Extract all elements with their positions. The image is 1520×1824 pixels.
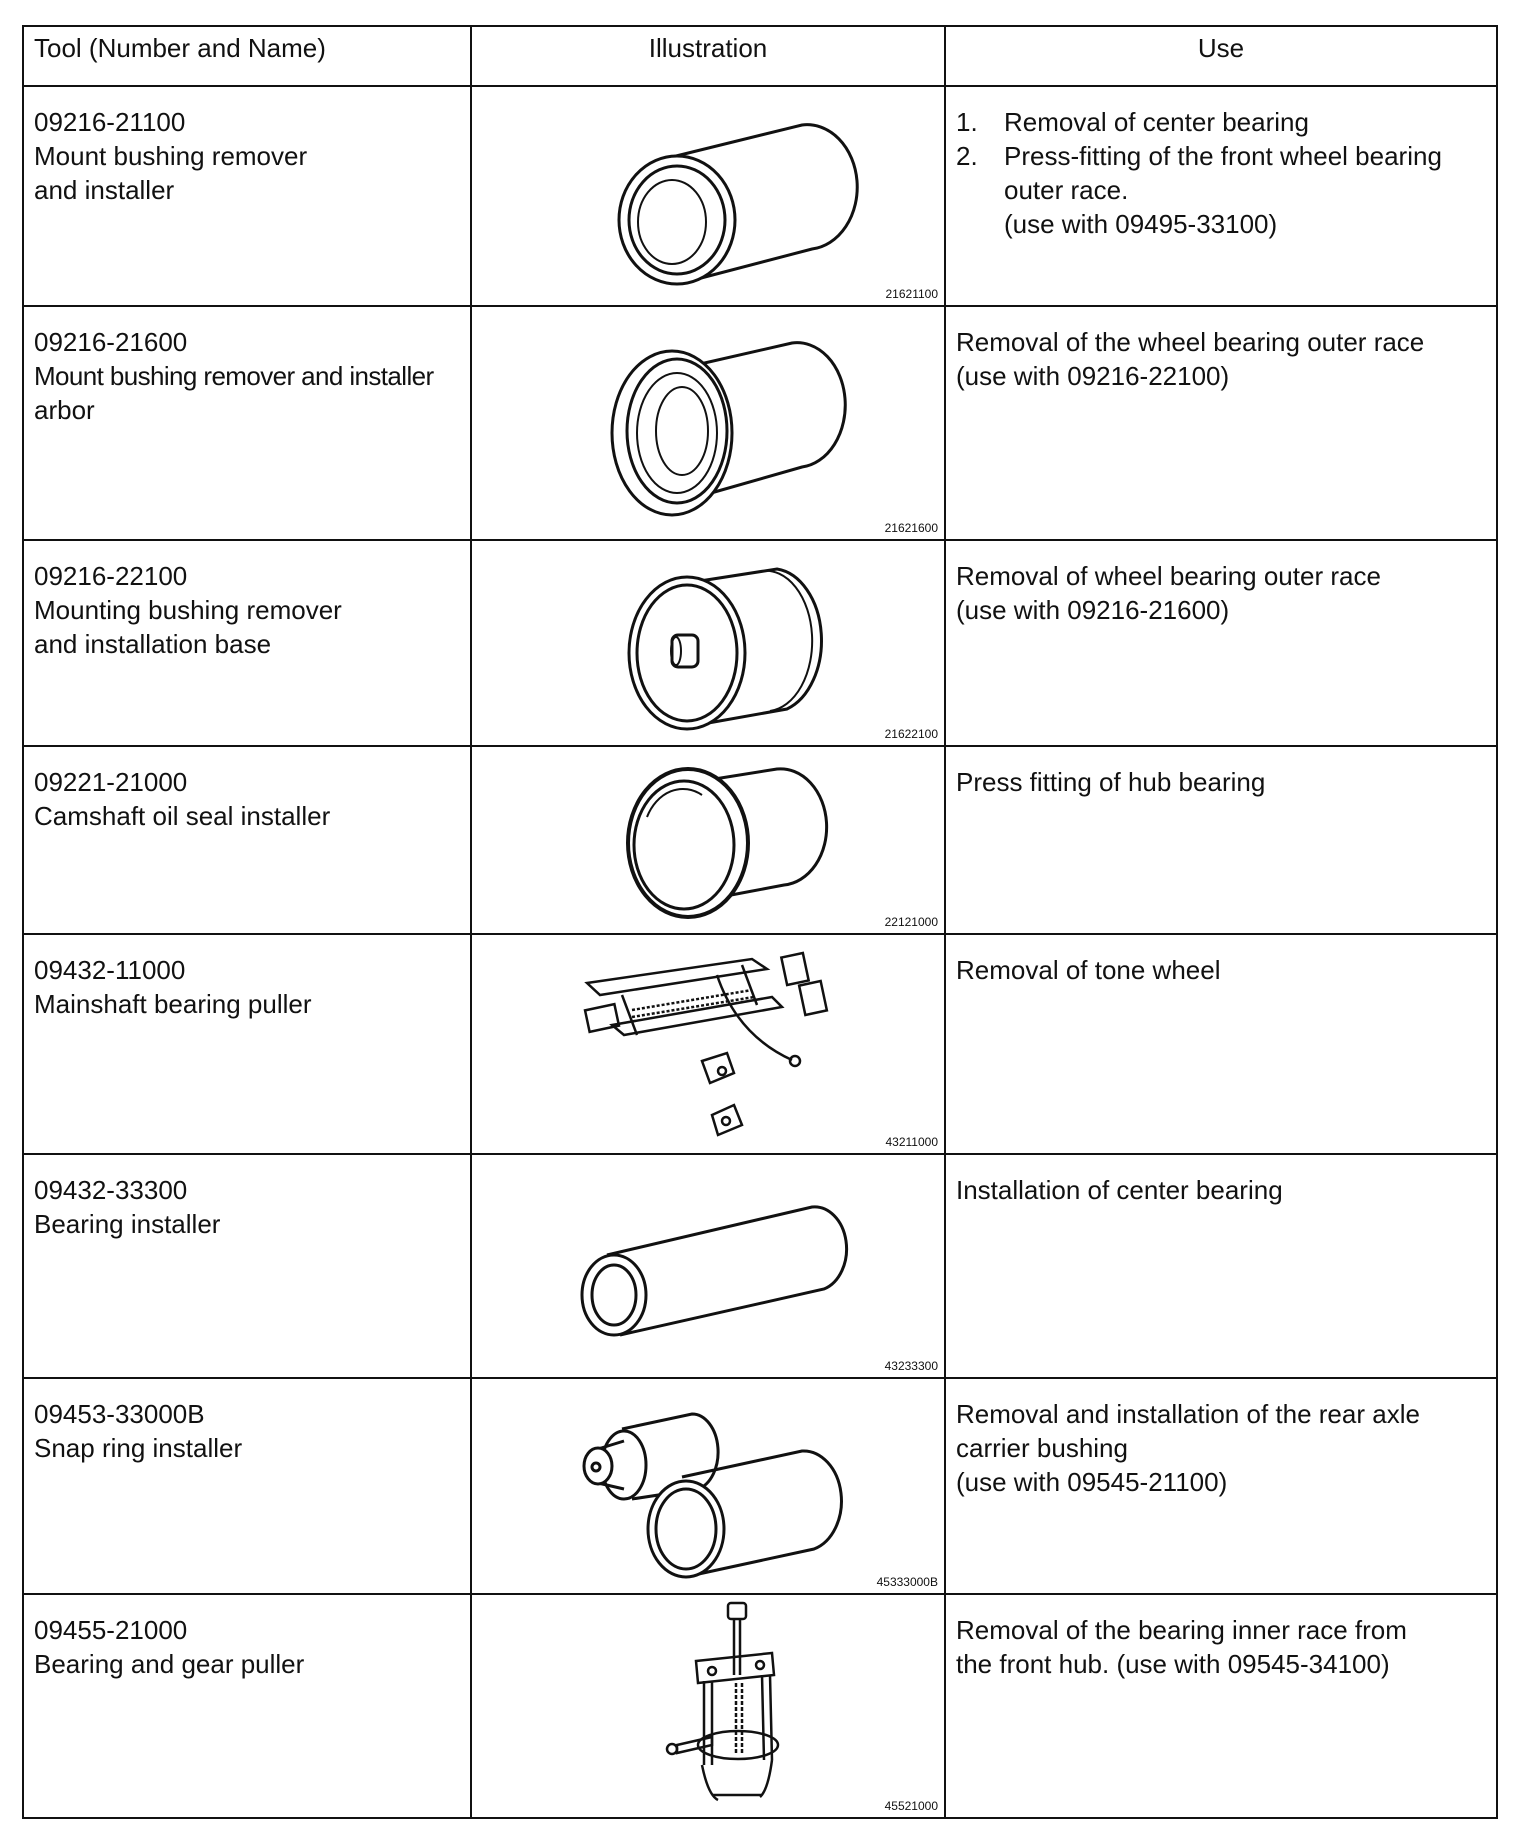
use-line: Removal of the bearing inner race from [956, 1615, 1407, 1645]
header-row [23, 26, 1497, 86]
list-item [956, 105, 1486, 139]
tool-number: 09455-21000 [34, 1615, 188, 1645]
tool-name-line: Mount bushing remover [34, 141, 308, 171]
tool-cell [23, 86, 471, 306]
table-row [23, 540, 1497, 746]
use-note: (use with 09495-33100) [1004, 209, 1278, 239]
use-cell [945, 1594, 1497, 1818]
special-tools-table [22, 25, 1498, 1819]
illustration-cell [471, 1378, 945, 1594]
figure-code: 21621600 [884, 521, 938, 535]
tool-cell [23, 540, 471, 746]
table-row [23, 1378, 1497, 1594]
tool-number: 09216-21100 [34, 107, 186, 137]
use-line: Removal of tone wheel [956, 955, 1221, 985]
use-line: Removal and installation of the rear axle [956, 1399, 1420, 1429]
tool-number: 09221-21000 [34, 767, 188, 797]
use-cell [945, 86, 1497, 306]
tool-name-line: Bearing installer [34, 1209, 221, 1239]
tool-number: 09216-21600 [34, 327, 188, 357]
table-row [23, 934, 1497, 1154]
illustration-cell [471, 934, 945, 1154]
tool-cell [23, 746, 471, 934]
illustration-cell [471, 86, 945, 306]
tool-name-line: Mounting bushing remover [34, 595, 342, 625]
tool-name-line: Snap ring installer [34, 1433, 243, 1463]
bearing-puller-icon [472, 935, 946, 1153]
use-text: Removal of center bearing [1004, 107, 1309, 137]
figure-code: 21621100 [885, 287, 938, 301]
use-line: Press fitting of hub bearing [956, 767, 1266, 797]
long-tube-icon [472, 1155, 946, 1377]
use-line: carrier bushing [956, 1433, 1128, 1463]
tool-name-line: Mainshaft bearing puller [34, 989, 312, 1019]
use-line: Installation of center bearing [956, 1175, 1283, 1205]
flanged-sleeve-icon [472, 307, 946, 539]
tool-name-line: arbor [34, 395, 95, 425]
tool-number: 09453-33000B [34, 1399, 205, 1429]
use-cell [945, 1378, 1497, 1594]
figure-code: 45521000 [884, 1799, 938, 1813]
use-cell [945, 306, 1497, 540]
tool-cell [23, 306, 471, 540]
use-line: Removal of wheel bearing outer race [956, 561, 1381, 591]
use-cell [945, 540, 1497, 746]
illustration-cell [471, 746, 945, 934]
use-text: Press-fitting of the front wheel bearing outer race. [1004, 141, 1442, 205]
table-row [23, 86, 1497, 306]
tool-name-line: Mount bushing remover and installer [34, 361, 434, 391]
snap-ring-installer-icon [472, 1379, 946, 1593]
use-line: the front hub. (use with 09545-34100) [956, 1649, 1390, 1679]
tool-name-line: and installer [34, 175, 175, 205]
sleeve-icon [472, 87, 946, 305]
figure-code: 43211000 [885, 1135, 938, 1149]
use-cell [945, 1154, 1497, 1378]
use-cell [945, 746, 1497, 934]
table-row [23, 306, 1497, 540]
header-illustration: Illustration [471, 26, 945, 86]
list-item [956, 139, 1486, 207]
illustration-cell [471, 306, 945, 540]
illustration-cell [471, 1154, 945, 1378]
tool-cell [23, 1154, 471, 1378]
use-line: (use with 09216-22100) [956, 361, 1230, 391]
figure-code: 22121000 [884, 915, 938, 929]
table-row [23, 1154, 1497, 1378]
seal-installer-icon [472, 747, 946, 933]
tool-name-line: and installation base [34, 629, 272, 659]
tool-cell [23, 1594, 471, 1818]
tool-cell [23, 934, 471, 1154]
use-line: Removal of the wheel bearing outer race [956, 327, 1425, 357]
tool-number: 09216-22100 [34, 561, 188, 591]
tool-cell [23, 1378, 471, 1594]
item-number: 2. [956, 141, 978, 171]
tool-name-line: Camshaft oil seal installer [34, 801, 331, 831]
use-line: (use with 09216-21600) [956, 595, 1230, 625]
figure-code: 21622100 [884, 727, 938, 741]
use-list [956, 105, 1486, 207]
tool-number: 09432-11000 [34, 955, 186, 985]
illustration-cell [471, 1594, 945, 1818]
gear-puller-icon [472, 1595, 946, 1817]
tool-number: 09432-33300 [34, 1175, 188, 1205]
figure-code: 45333000B [876, 1575, 938, 1589]
use-cell [945, 934, 1497, 1154]
figure-code: 43233300 [884, 1359, 938, 1373]
table-row [23, 746, 1497, 934]
tool-name-line: Bearing and gear puller [34, 1649, 305, 1679]
header-use: Use [945, 26, 1497, 86]
header-tool: Tool (Number and Name) [23, 26, 471, 86]
base-cylinder-icon [472, 541, 946, 745]
use-line: (use with 09545-21100) [956, 1467, 1228, 1497]
table-row [23, 1594, 1497, 1818]
item-number: 1. [956, 107, 978, 137]
illustration-cell [471, 540, 945, 746]
